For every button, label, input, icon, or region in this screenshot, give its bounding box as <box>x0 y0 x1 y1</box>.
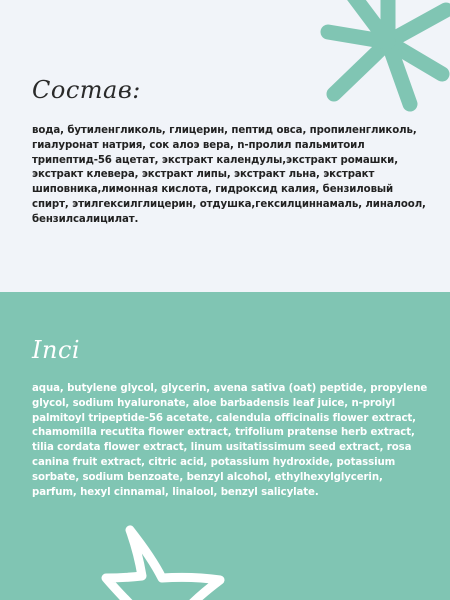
inci-heading: Inci <box>32 336 81 364</box>
inci-text: aqua, butylene glycol, glycerin, avena sativa (oat) peptide, propylene glycol, sodium hyaluronate, aloe barbadensis leaf juice, n-prolyl palmitoyl tripeptide-56 acetate, calendula officinalis flower extract, chamomilla recutita flower extract, trifolium pratense herb extract, tilia cordata flower extract, linum usitatissimum seed extract, rosa canina fruit extract, citric acid, potassium hydroxide, potassium sorbate, sodium benzoate, benzyl alcohol, ethylhexylglycerin, parfum, hexyl cinnamal, linalool, benzyl salicylate. <box>32 383 428 498</box>
composition-text: вода, бутиленгликоль, глицерин, пептид овса, пропиленгликоль, гиалуронат натрия, сок алоэ вера, n-пролил пальмитоил трипептид-56 ацетат, экстракт календулы,экстракт ромашки, экстракт клевера, экстракт липы, экстракт льна, экстракт шиповника,лимонная кислота, гидроксид калия, бензиловый спирт, этилгексилглицерин, отдушка,гексилциннамаль, линалоол, бензилсалицилат. <box>32 125 426 225</box>
inci-section <box>0 292 450 600</box>
five-point-star-icon <box>100 518 240 600</box>
composition-heading: Состав: <box>32 76 141 104</box>
composition-section <box>0 0 450 292</box>
asterisk-star-icon <box>318 0 450 112</box>
